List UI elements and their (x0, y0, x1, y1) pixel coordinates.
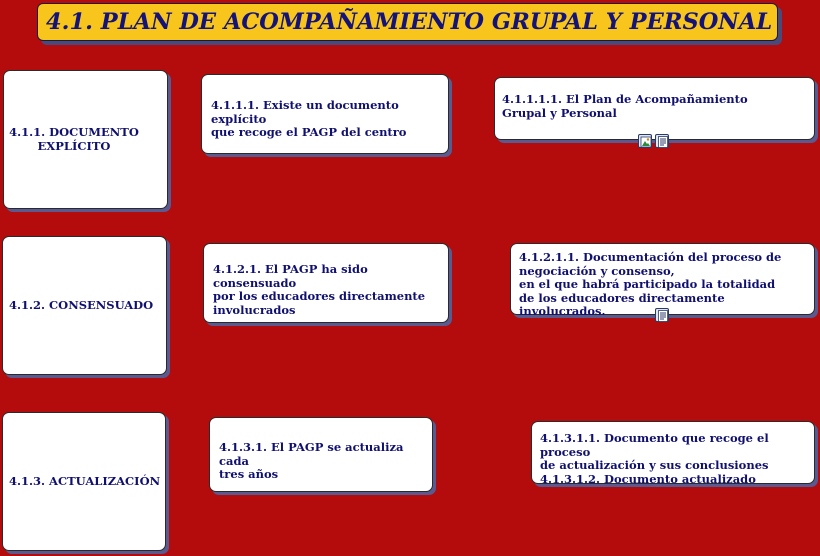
evidence-text: 4.1.1.1.1. El Plan de Acompañamiento Grupal y Personal (502, 92, 748, 120)
page-title: 4.1. PLAN DE ACOMPAÑAMIENTO GRUPAL Y PERSONAL (46, 9, 773, 35)
criterion-text: 4.1.3.1. El PAGP se actualiza cada tres años (219, 440, 404, 481)
criterion-box-1 (201, 74, 449, 154)
title-banner (37, 3, 778, 41)
criterion-box-2 (203, 243, 449, 323)
image-icon[interactable] (638, 134, 652, 148)
evidence-box-1 (494, 77, 815, 140)
document-icon[interactable] (655, 134, 669, 148)
criterion-text: 4.1.1.1. Existe un documento explícito que recoge el PAGP del centro (211, 98, 407, 139)
criterion-text: 4.1.2.1. El PAGP ha sido consensuado por los educadores directamente involucrados (213, 262, 426, 317)
criterion-box-3 (209, 417, 433, 492)
category-label: 4.1.2. CONSENSUADO (9, 297, 154, 312)
category-box-documento (3, 70, 168, 209)
category-box-consensuado (2, 236, 167, 375)
evidence-box-2 (510, 243, 815, 318)
category-label: 4.1.3. ACTUALIZACIÓN (9, 473, 161, 488)
category-box-actualizacion (2, 412, 166, 551)
evidence-text: 4.1.2.1.1. Documentación del proceso de negociación y consenso, en el que habrá participado la totalidad de los educadores directamente involucrados. (519, 250, 782, 318)
evidence-text: 4.1.3.1.1. Documento que recoge el proceso de actualización y sus conclusiones 4.1.3.1.2. Documento actualizado (540, 431, 769, 486)
document-icon[interactable] (655, 308, 669, 322)
category-label: 4.1.1. DOCUMENTO EXPLÍCITO (9, 125, 139, 153)
evidence-box-3 (531, 421, 815, 484)
